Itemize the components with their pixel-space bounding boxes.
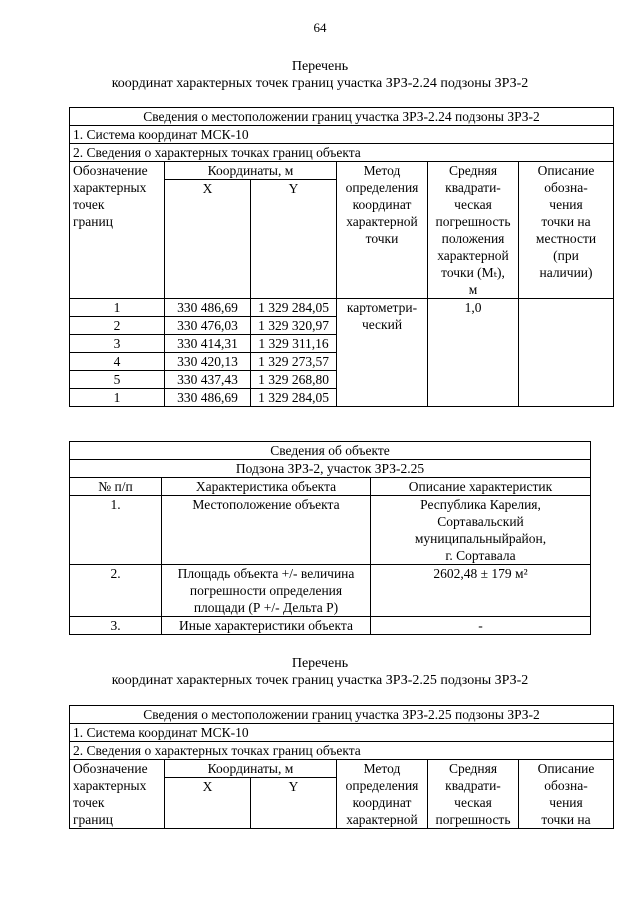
header-method: Метод определения координат характерной	[337, 760, 428, 829]
point-number: 4	[70, 353, 165, 371]
coord-x: 330 420,13	[165, 353, 251, 371]
coord-x: 330 437,43	[165, 371, 251, 389]
header-method: Метод определения координат характерной точки	[337, 162, 428, 299]
row-number: 2.	[70, 565, 162, 617]
method-value: картометри- ческий	[337, 299, 428, 407]
page-number: 64	[313, 20, 327, 35]
header-x: X	[165, 180, 251, 299]
coord-system: 1. Система координат МСК-10	[70, 724, 614, 742]
heading-line: координат характерных точек границ участка ЗРЗ-2.24 подзоны ЗРЗ-2	[111, 76, 529, 91]
header-characteristic: Характеристика объекта	[162, 478, 371, 496]
table-row	[70, 299, 614, 317]
table-row	[70, 565, 591, 617]
coord-y: 1 329 311,16	[251, 335, 337, 353]
error-value: 1,0	[428, 299, 519, 407]
header-description: Описание обозна- чения точки на	[519, 760, 614, 829]
coord-y: 1 329 268,80	[251, 371, 337, 389]
table-subtitle: Подзона ЗРЗ-2, участок ЗРЗ-2.25	[70, 460, 591, 478]
table-row	[70, 126, 614, 144]
header-y: Y	[251, 180, 337, 299]
characteristic-name: Местоположение объекта	[162, 496, 371, 565]
point-number: 1	[70, 299, 165, 317]
table-row	[70, 617, 591, 635]
table-row	[70, 108, 614, 126]
header-description: Описание характеристик	[371, 478, 591, 496]
coord-y: 1 329 320,97	[251, 317, 337, 335]
heading-line: Перечень	[291, 59, 349, 74]
table-row	[70, 742, 614, 760]
header-coords: Координаты, м	[165, 760, 337, 778]
header-designation: Обозначение характерных точек границ	[70, 162, 165, 299]
points-title: 2. Сведения о характерных точках границ объекта	[70, 144, 614, 162]
coord-x: 330 414,31	[165, 335, 251, 353]
coord-y: 1 329 273,57	[251, 353, 337, 371]
points-title: 2. Сведения о характерных точках границ объекта	[70, 742, 614, 760]
table-title: Сведения об объекте	[70, 442, 591, 460]
heading-line: Перечень	[291, 656, 349, 671]
row-number: 3.	[70, 617, 162, 635]
coord-x: 330 486,69	[165, 389, 251, 407]
table-row	[70, 460, 591, 478]
table-row	[70, 724, 614, 742]
object-info-table	[69, 441, 591, 635]
heading-line: координат характерных точек границ участка ЗРЗ-2.25 подзоны ЗРЗ-2	[111, 673, 529, 688]
point-number: 2	[70, 317, 165, 335]
header-error: Средняя квадрати- ческая погрешность	[428, 760, 519, 829]
table-title: Сведения о местоположении границ участка ЗРЗ-2.24 подзоны ЗРЗ-2	[70, 108, 614, 126]
coord-x: 330 486,69	[165, 299, 251, 317]
header-y: Y	[251, 778, 337, 829]
header-description: Описание обозна- чения точки на местности (при наличии)	[519, 162, 614, 299]
header-row	[70, 478, 591, 496]
header-coords: Координаты, м	[165, 162, 337, 180]
characteristic-value: 2602,48 ± 179 м²	[371, 565, 591, 617]
header-designation: Обозначение характерных точек границ	[70, 760, 165, 829]
row-number: 1.	[70, 496, 162, 565]
coord-system: 1. Система координат МСК-10	[70, 126, 614, 144]
table-row	[70, 442, 591, 460]
header-x: X	[165, 778, 251, 829]
point-number: 3	[70, 335, 165, 353]
section1-heading	[0, 58, 640, 92]
section2-heading	[0, 655, 640, 689]
table-row	[70, 144, 614, 162]
coord-y: 1 329 284,05	[251, 299, 337, 317]
characteristic-name: Площадь объекта +/- величина погрешности определения площади (Р +/- Дельта Р)	[162, 565, 371, 617]
coord-x: 330 476,03	[165, 317, 251, 335]
header-row	[70, 162, 614, 180]
header-row	[70, 760, 614, 778]
header-number: № п/п	[70, 478, 162, 496]
coords-table-1	[69, 107, 614, 407]
point-number: 5	[70, 371, 165, 389]
table-row	[70, 706, 614, 724]
coords-table-2	[69, 705, 614, 829]
characteristic-name: Иные характеристики объекта	[162, 617, 371, 635]
point-number: 1	[70, 389, 165, 407]
table-title: Сведения о местоположении границ участка ЗРЗ-2.25 подзоны ЗРЗ-2	[70, 706, 614, 724]
characteristic-value: Республика Карелия, Сортавальский муниципальныйрайон, г. Сортавала	[371, 496, 591, 565]
header-error: Средняя квадрати- ческая погрешность положения характерной точки (Mₜ), м	[428, 162, 519, 299]
characteristic-value: -	[371, 617, 591, 635]
description-value	[519, 299, 614, 407]
coord-y: 1 329 284,05	[251, 389, 337, 407]
table-row	[70, 496, 591, 565]
